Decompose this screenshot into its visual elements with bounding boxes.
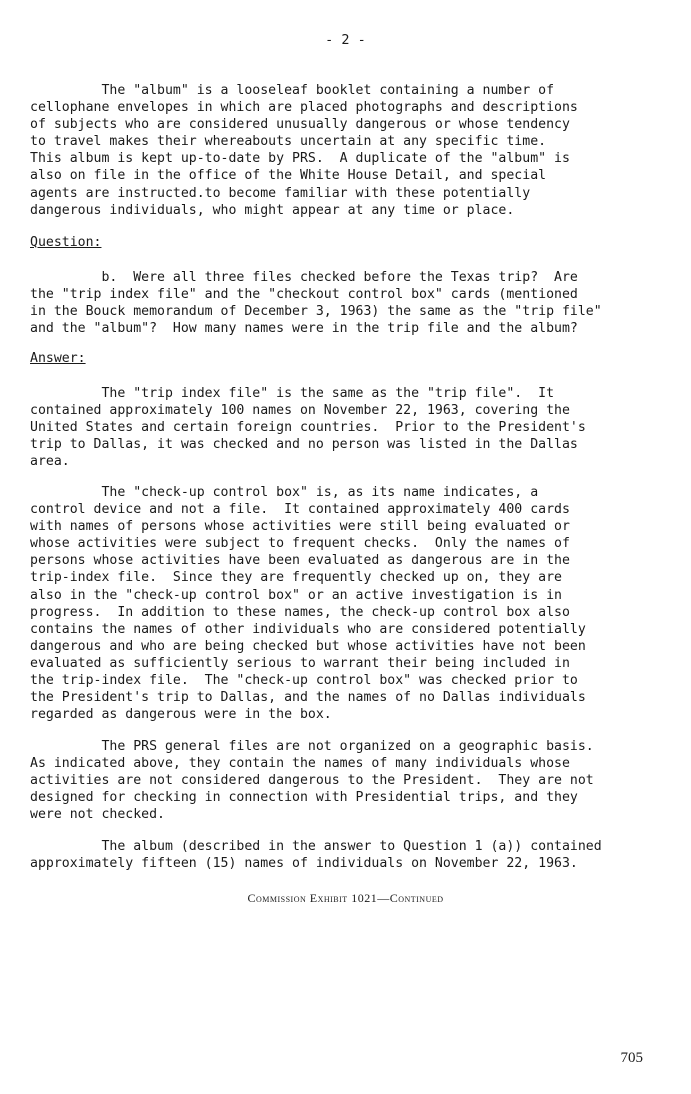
text-line: cellophane envelopes in which are placed photographs and descriptions bbox=[30, 100, 578, 116]
text-line: with names of persons whose activities were still being evaluated or bbox=[30, 519, 570, 535]
answer-label bbox=[30, 350, 86, 367]
text-line: trip-index file. Since they are frequently checked up on, they are bbox=[30, 570, 562, 586]
text-line: were not checked. bbox=[30, 807, 165, 823]
text-line: to travel makes their whereabouts uncertain at any specific time. bbox=[30, 134, 547, 150]
text-line: regarded as dangerous were in the box. bbox=[30, 707, 332, 723]
text-line: dangerous and who are being checked but whose activities have not been bbox=[30, 638, 586, 654]
answer-paragraph-3 bbox=[30, 738, 594, 823]
text-line: b. Were all three files checked before the Texas trip? Are bbox=[30, 270, 578, 285]
text-line: agents are instructed.to become familiar with these potentially bbox=[30, 185, 531, 201]
text-line: the trip-index file. The "check-up control box" was checked prior to bbox=[30, 673, 578, 689]
text-line: dangerous individuals, who might appear at any time or place. bbox=[30, 202, 515, 218]
text-line: the "trip index file" and the "checkout control box" cards (mentioned bbox=[30, 287, 578, 303]
text-line: contained approximately 100 names on November 22, 1963, covering the bbox=[30, 403, 570, 419]
text-line: also on file in the office of the White House Detail, and special bbox=[30, 168, 547, 184]
question-label bbox=[30, 234, 101, 251]
question-paragraph bbox=[30, 269, 602, 337]
answer-paragraph-4 bbox=[30, 838, 602, 872]
text-line: persons whose activities have been evaluated as dangerous are in the bbox=[30, 553, 570, 569]
answer-paragraph-1 bbox=[30, 385, 586, 470]
folio-page-number: 705 bbox=[620, 1050, 643, 1066]
text-line: approximately fifteen (15) names of individuals on November 22, 1963. bbox=[30, 856, 578, 872]
text-line: of subjects who are considered unusually dangerous or whose tendency bbox=[30, 117, 570, 133]
text-line: designed for checking in connection with Presidential trips, and they bbox=[30, 790, 578, 806]
text-line: This album is kept up-to-date by PRS. A duplicate of the "album" is bbox=[30, 151, 570, 167]
text-line: the President's trip to Dallas, and the names of no Dallas individuals bbox=[30, 690, 586, 706]
text-line: contains the names of other individuals who are considered potentially bbox=[30, 621, 586, 637]
text-line: As indicated above, they contain the names of many individuals whose bbox=[30, 756, 570, 772]
page-number-top: - 2 - bbox=[325, 32, 366, 48]
intro-paragraph bbox=[30, 82, 578, 219]
text-line: progress. In addition to these names, the check-up control box also bbox=[30, 604, 570, 620]
text-line: whose activities were subject to frequent checks. Only the names of bbox=[30, 536, 570, 552]
exhibit-caption: Commission Exhibit 1021—Continued bbox=[247, 891, 444, 905]
text-line: The "check-up control box" is, as its name indicates, a bbox=[30, 485, 539, 500]
text-line: and the "album"? How many names were in the trip file and the album? bbox=[30, 321, 578, 337]
text-line: activities are not considered dangerous to the President. They are not bbox=[30, 773, 594, 789]
text-line: also in the "check-up control box" or an active investigation is in bbox=[30, 587, 562, 603]
answer-paragraph-2 bbox=[30, 484, 586, 723]
text-line: area. bbox=[30, 454, 70, 470]
text-line: The album (described in the answer to Question 1 (a)) contained bbox=[30, 839, 602, 854]
text-line: The PRS general files are not organized on a geographic basis. bbox=[30, 739, 594, 754]
text-line: trip to Dallas, it was checked and no person was listed in the Dallas bbox=[30, 437, 578, 453]
text-line: The "trip index file" is the same as the "trip file". It bbox=[30, 386, 555, 401]
question-label-text: Question: bbox=[30, 235, 102, 250]
answer-label-text: Answer: bbox=[30, 351, 86, 366]
text-line: in the Bouck memorandum of December 3, 1963) the same as the "trip file" bbox=[30, 304, 602, 320]
text-line: United States and certain foreign countries. Prior to the President's bbox=[30, 420, 586, 436]
text-line: control device and not a file. It contained approximately 400 cards bbox=[30, 502, 570, 518]
text-line: The "album" is a looseleaf booklet containing a number of bbox=[30, 83, 555, 98]
text-line: evaluated as sufficiently serious to warrant their being included in bbox=[30, 655, 570, 671]
